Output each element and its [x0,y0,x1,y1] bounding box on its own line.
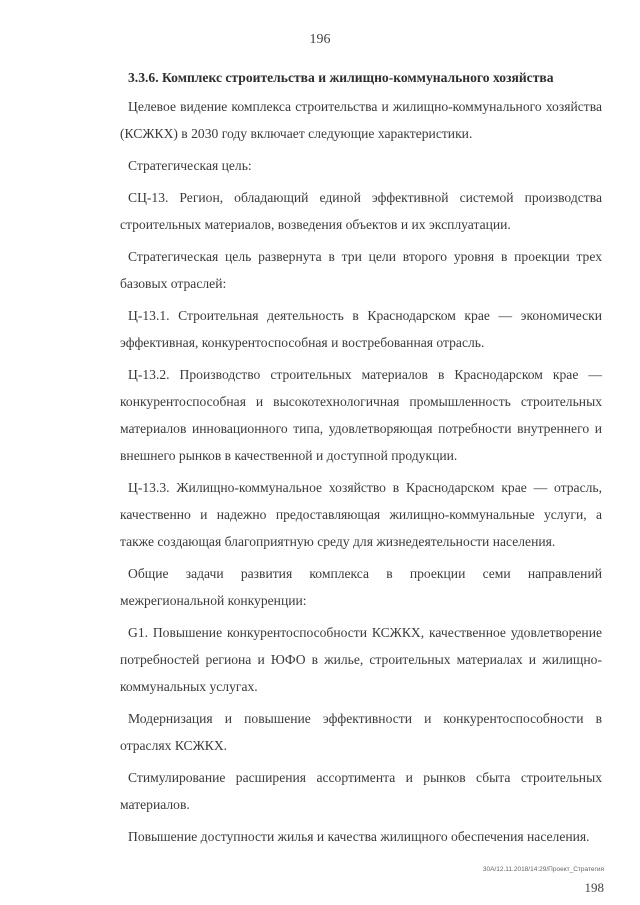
paragraph-c-13-3: Ц-13.3. Жилищно-коммунальное хозяйство в Краснодарском крае — отрасль, качественно и надежно предоставляющая жилищно-коммунальные услуги, а также создающая благоприятную среду для жизнедеятельности населения. [120,480,602,549]
paragraph-tasks-intro: Общие задачи развития комплекса в проекции семи направлений межрегиональной конкуренции: [120,566,602,608]
section-heading: 3.3.6. Комплекс строительства и жилищно-коммунального хозяйства [128,70,554,85]
paragraph-modernization: Модернизация и повышение эффективности и конкурентоспособности в отраслях КСЖКХ. [120,711,602,753]
paragraph-g1: G1. Повышение конкурентоспособности КСЖКХ, качественное удовлетворение потребностей региона и ЮФО в жилье, строительных материалах и жилищно-коммунальных услугах. [120,625,602,694]
document-body [120,64,602,855]
paragraph-c-13-1: Ц-13.1. Строительная деятельность в Краснодарском крае — экономически эффективная, конкурентоспособная и востребованная отрасль. [120,308,602,350]
paragraph-vision: Целевое видение комплекса строительства и жилищно-коммунального хозяйства (КСЖКХ) в 2030 году включает следующие характеристики. [120,99,602,141]
paragraph-housing: Повышение доступности жилья и качества жилищного обеспечения населения. [128,829,590,844]
paragraph-stimulation: Стимулирование расширения ассортимента и рынков сбыта строительных материалов. [120,770,602,812]
page-number-bottom: 198 [584,880,604,895]
paragraph-c-13-2: Ц-13.2. Производство строительных материалов в Краснодарском крае — конкурентоспособная и высокотехнологичная промышленность строительных материалов инновационного типа, удовлетворяющая потребности внутреннего и внешнего рынков в качественной и доступной продукции. [120,367,602,463]
page-number-top: 196 [309,32,331,47]
paragraph-strategic-goal-label: Стратегическая цель: [128,158,252,173]
paragraph-goals-intro: Стратегическая цель развернута в три цели второго уровня в проекции трех базовых отраслей: [120,249,602,291]
footer-note: 30А/12.11.2018/14:29/Проект_Стратегия [482,866,604,873]
paragraph-sc-13: СЦ-13. Регион, обладающий единой эффективной системой производства строительных материалов, возведения объектов и их эксплуатации. [120,190,602,232]
